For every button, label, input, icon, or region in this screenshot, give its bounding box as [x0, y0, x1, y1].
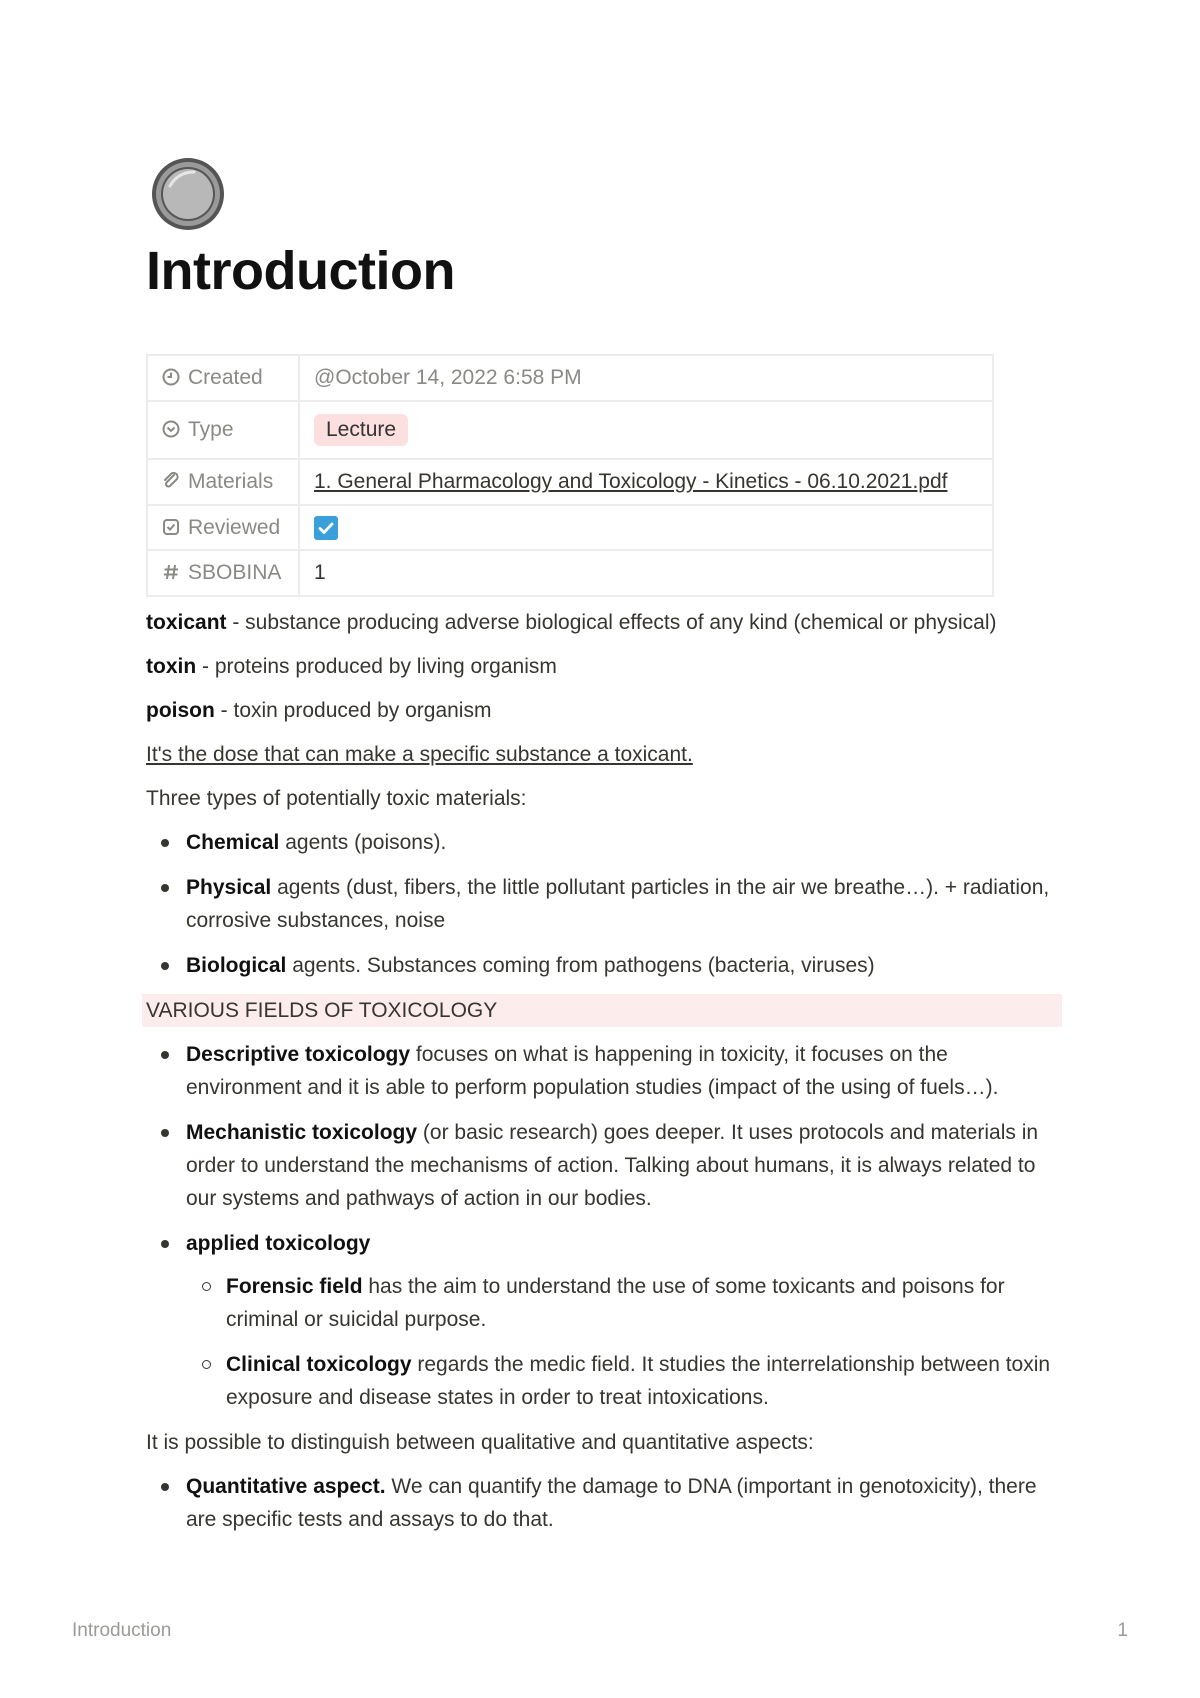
- property-key: [147, 550, 299, 596]
- type-tag[interactable]: Lecture: [314, 414, 408, 446]
- list-item-text: We can quantify the damage to DNA (important in genotoxicity), there are specific tests and assays to do that.: [186, 1475, 1037, 1531]
- property-row-type: [147, 401, 993, 459]
- list-item: [186, 1116, 1058, 1215]
- list-item-text: agents (poisons).: [279, 831, 447, 854]
- select-icon: [162, 420, 180, 438]
- list-item: [186, 826, 1058, 859]
- property-value-type[interactable]: [299, 401, 993, 459]
- list-item: [186, 1227, 1058, 1414]
- properties-table: [146, 354, 994, 597]
- list-item-bold: Mechanistic toxicology: [186, 1121, 418, 1144]
- list-item: [186, 871, 1058, 937]
- definition-poison: [146, 694, 1058, 727]
- hash-icon: [162, 563, 180, 581]
- definition-text: - substance producing adverse biological effects of any kind (chemical or physical): [226, 611, 997, 634]
- property-row-reviewed: [147, 505, 993, 550]
- page-number: 1: [1117, 1620, 1128, 1641]
- property-key: [147, 401, 299, 459]
- list-item-text: regards the medic field. It studies the interrelationship between toxin exposure and disease states in order to treat intoxications.: [226, 1353, 1051, 1409]
- dose-sentence-text: It's the dose that can make a specific substance a toxicant.: [146, 743, 693, 766]
- term-toxicant: toxicant: [146, 611, 227, 634]
- property-value-created[interactable]: @October 14, 2022 6:58 PM: [299, 355, 993, 401]
- property-row-created: [147, 355, 993, 401]
- list-item: [186, 1038, 1058, 1104]
- property-key: [147, 505, 299, 550]
- property-row-sbobina: [147, 550, 993, 596]
- list-item-text: focuses on what is happening in toxicity, it focuses on the environment and it is able to perform population studies (impact of the using of fuels…).: [186, 1043, 999, 1099]
- list-item: [186, 1470, 1058, 1536]
- property-label-reviewed: Reviewed: [188, 515, 281, 539]
- list-item-bold: Clinical toxicology: [226, 1353, 412, 1376]
- checkmark-icon: [314, 516, 338, 540]
- reviewed-checkbox[interactable]: [314, 516, 338, 540]
- fields-heading: VARIOUS FIELDS OF TOXICOLOGY: [142, 994, 1062, 1027]
- page-title: Introduction: [146, 241, 455, 301]
- list-item-bold: Forensic field: [226, 1275, 363, 1298]
- property-label-type: Type: [188, 418, 234, 441]
- list-item-text: agents (dust, fibers, the little pollutant particles in the air we breathe…). + radiation, corrosive substances, noise: [186, 876, 1050, 932]
- aspects-list: [146, 1470, 1058, 1536]
- sublist-item: [226, 1348, 1058, 1414]
- list-item-bold: Chemical: [186, 831, 280, 854]
- list-item-bold: Biological: [186, 954, 287, 977]
- list-item-bold: Physical: [186, 876, 272, 899]
- property-key: [147, 459, 299, 505]
- list-item-bold: applied toxicology: [186, 1232, 371, 1255]
- property-label-sbobina: SBOBINA: [188, 561, 282, 584]
- list-item-text: (or basic research) goes deeper. It uses protocols and materials in order to understand the mechanisms of action. Talking about humans, it is always related to our systems and pathways of action in our bodies.: [186, 1121, 1039, 1210]
- aspects-intro: It is possible to distinguish between qualitative and quantitative aspects:: [146, 1431, 814, 1454]
- property-row-materials: [147, 459, 993, 505]
- definition-text: - proteins produced by living organism: [196, 655, 557, 678]
- clock-icon: [162, 368, 180, 386]
- property-label-materials: Materials: [188, 470, 274, 493]
- dose-sentence: [146, 738, 1058, 771]
- term-poison: poison: [146, 699, 215, 722]
- definition-toxicant: [146, 606, 1058, 639]
- fields-list: [146, 1038, 1058, 1414]
- property-value-materials: [299, 459, 993, 505]
- list-item-text: has the aim to understand the use of some toxicants and poisons for criminal or suicidal purpose.: [226, 1275, 1005, 1331]
- checkbox-icon: [162, 518, 180, 536]
- materials-file-link[interactable]: 1. General Pharmacology and Toxicology - Kinetics - 06.10.2021.pdf: [314, 470, 948, 493]
- page-icon: [150, 156, 226, 232]
- definition-toxin: [146, 650, 1058, 683]
- list-item-bold: Descriptive toxicology: [186, 1043, 411, 1066]
- paperclip-icon: [162, 472, 180, 490]
- property-label-created: Created: [188, 366, 263, 389]
- property-value-sbobina[interactable]: 1: [299, 550, 993, 596]
- applied-sublist: [186, 1270, 1058, 1414]
- list-item-bold: Quantitative aspect.: [186, 1475, 386, 1498]
- list-item-text: agents. Substances coming from pathogens (bacteria, viruses): [286, 954, 875, 977]
- term-toxin: toxin: [146, 655, 197, 678]
- sublist-item: [226, 1270, 1058, 1336]
- footer-title: Introduction: [72, 1620, 172, 1641]
- page-content: [146, 606, 1058, 1548]
- definition-text: - toxin produced by organism: [214, 699, 492, 722]
- property-key: [147, 355, 299, 401]
- property-value-reviewed: [299, 505, 993, 550]
- three-types-intro: Three types of potentially toxic materials:: [146, 787, 527, 810]
- toxic-types-list: [146, 826, 1058, 982]
- list-item: [186, 949, 1058, 982]
